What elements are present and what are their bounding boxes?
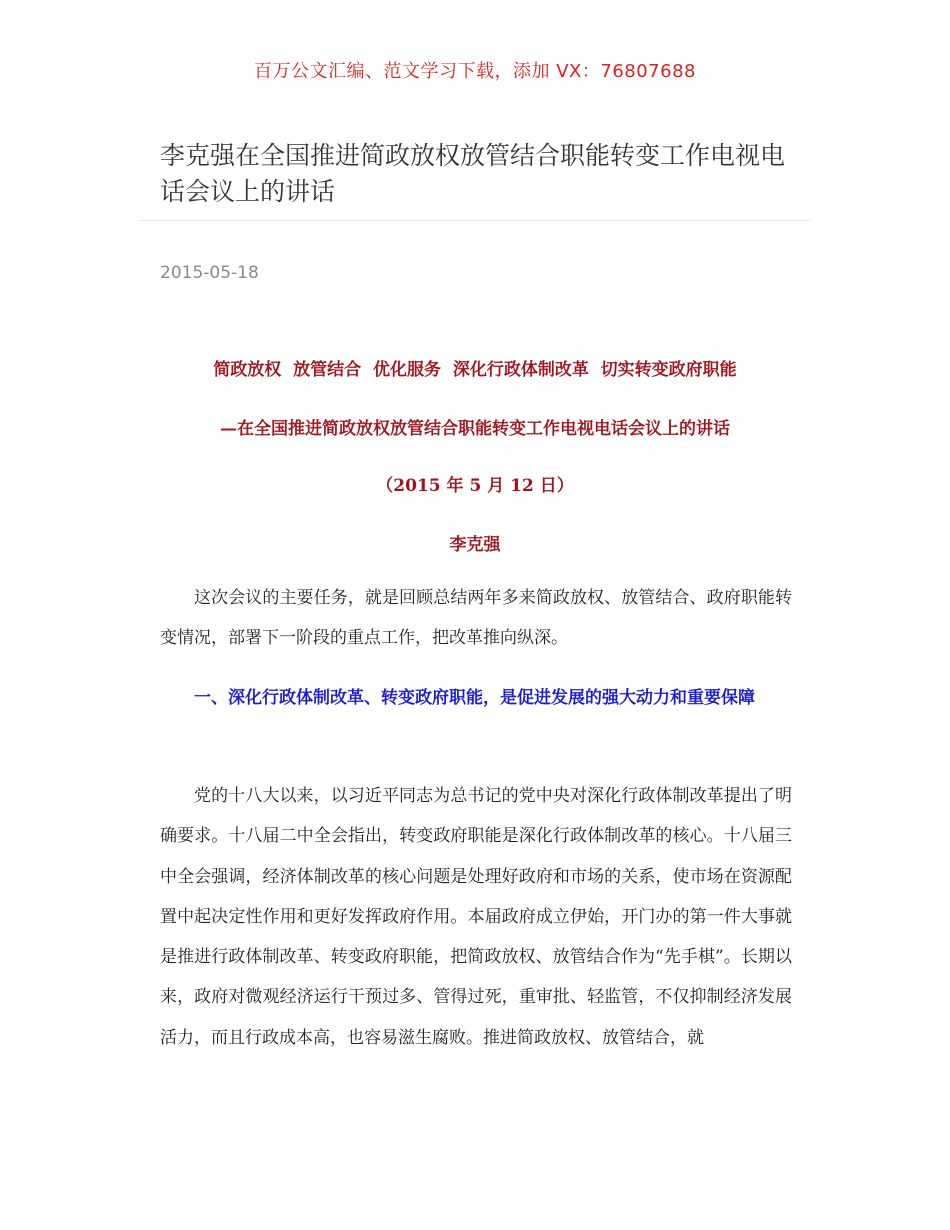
speech-subtitle: —在全国推进简政放权放管结合职能转变工作电视电话会议上的讲话: [220, 419, 730, 439]
section-heading: 一、深化行政体制改革、转变政府职能，是促进发展的强大动力和重要保障: [194, 688, 755, 708]
speech-heading: 简政放权 放管结合 优化服务 深化行政体制改革 切实转变政府职能: [213, 360, 737, 380]
publish-date: 2015-05-18: [160, 263, 259, 283]
intro-paragraph: 这次会议的主要任务，就是回顾总结两年多来简政放权、放管结合、政府职能转变情况，部署下一阶段的重点工作，把改革推向纵深。: [160, 588, 792, 649]
title-divider: [140, 220, 810, 221]
body-paragraph: 党的十八大以来，以习近平同志为总书记的党中央对深化行政体制改革提出了明确要求。十八届二中全会指出，转变政府职能是深化行政体制改革的核心。十八届三中全会强调，经济体制改革的核心问题是处理好政府和市场的关系，使市场在资源配置中起决定性作用和更好发挥政府作用。本届政府成立伊始，开门办的第一件大事就是推进行政体制改革、转变政府职能，把简政放权、放管结合作为“先手棋”。长期以来，政府对微观经济运行干预过多、管得过死，重审批、轻监管，不仅抑制经济发展活力，而且行政成本高，也容易滋生腐败。推进简政放权、放管结合，就: [160, 786, 792, 1048]
article-title: 李克强在全国推进简政放权放管结合职能转变工作电视电话会议上的讲话: [160, 141, 786, 206]
speech-dateline: （2015 年 5 月 12 日）: [376, 476, 574, 496]
speech-author: 李克强: [449, 535, 501, 555]
promo-banner: 百万公文汇编、范文学习下载，添加 VX：76807688: [254, 61, 696, 82]
